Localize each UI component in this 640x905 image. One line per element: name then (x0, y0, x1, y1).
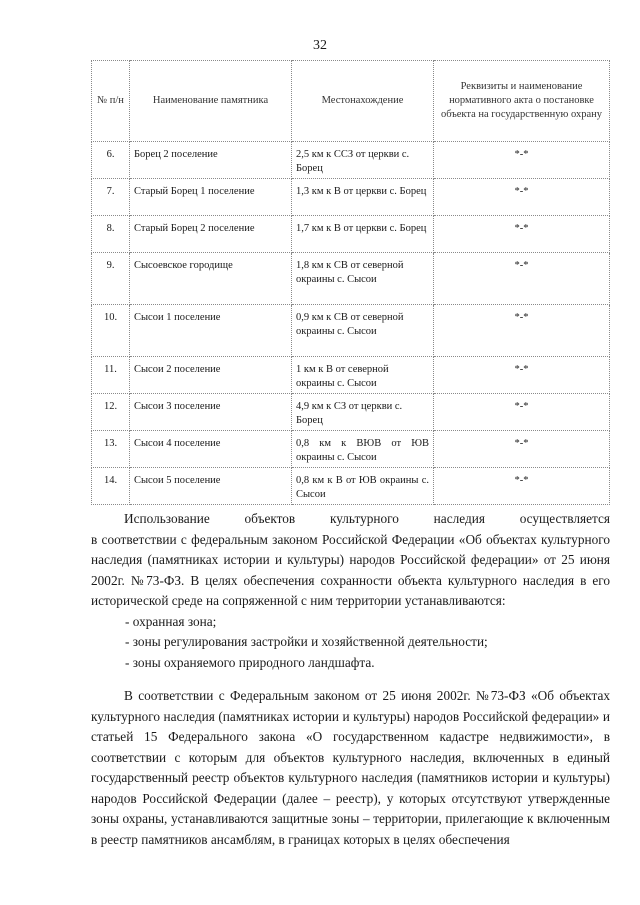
list-item: - зоны охраняемого природного ландшафта. (125, 654, 375, 670)
page-number: 32 (313, 38, 327, 53)
paragraph-heritage-use (91, 509, 610, 673)
table-row (92, 431, 610, 468)
row-location: 0,8 км к В от ЮВ окраины с. Сысои (292, 468, 434, 505)
row-requisites: *-* (434, 394, 610, 431)
header-monument-name: Наименование памятника (130, 61, 292, 142)
row-location: 1 км к В от северной окраины с. Сысои (292, 357, 434, 394)
row-name: Старый Борец 1 поселение (130, 179, 292, 216)
row-requisites: *-* (434, 142, 610, 179)
table-row (92, 253, 610, 305)
table-row (92, 305, 610, 357)
row-location: 1,3 км к В от церкви с. Борец (292, 179, 434, 216)
row-number: 14. (92, 468, 130, 505)
row-number: 12. (92, 394, 130, 431)
row-requisites: *-* (434, 216, 610, 253)
row-requisites: *-* (434, 468, 610, 505)
row-requisites: *-* (434, 179, 610, 216)
row-number: 7. (92, 179, 130, 216)
table-row (92, 468, 610, 505)
row-requisites: *-* (434, 253, 610, 305)
row-number: 6. (92, 142, 130, 179)
row-name: Сысои 5 поселение (130, 468, 292, 505)
header-number: № п/н (92, 61, 130, 142)
paragraph-continuation: в соответствии с федеральным законом Российской Федерации «Об объектах культурного наследия (памятниках истории и культуры) народов Российской федерации» от 25 июня 2002г. №73-ФЗ. В целях обеспечения сохранности объекта культурного наследия в его исторической среде на сопряженной с ним территории устанавливаются: (91, 531, 610, 608)
table-row (92, 394, 610, 431)
row-location: 1,8 км к СВ от северной окраины с. Сысои (292, 253, 434, 305)
row-location: 0,9 км к СВ от северной окраины с. Сысои (292, 305, 434, 357)
table-row (92, 179, 610, 216)
row-number: 8. (92, 216, 130, 253)
row-number: 11. (92, 357, 130, 394)
row-location: 0,8 км к ВЮВ от ЮВ окраины с. Сысои (292, 431, 434, 468)
paragraph-body: В соответствии с Федеральным законом от 25 июня 2002г. №73-ФЗ «Об объектах культурного наследия (памятниках истории и культуры) народов Российской федерации» и статьей 15 Федерального закона «О государственном кадастре недвижимости», в соответствии с которым для объектов культурного наследия, включенных в единый государственный реестр объектов культурного наследия (памятников истории и культуры) народов Российской Федерации (далее – реестр), у которых отсутствуют утвержденные зоны охраны, устанавливаются защитные зоны – территории, прилегающие к включенным в реестр памятников ансамблям, в границах которых в целях обеспечения (91, 688, 610, 847)
table-row (92, 142, 610, 179)
table-row (92, 216, 610, 253)
row-name: Сысоевское городище (130, 253, 292, 305)
row-name: Борец 2 поселение (130, 142, 292, 179)
header-location: Местонахождение (292, 61, 434, 142)
row-name: Старый Борец 2 поселение (130, 216, 292, 253)
row-number: 9. (92, 253, 130, 305)
row-name: Сысои 1 поселение (130, 305, 292, 357)
row-requisites: *-* (434, 305, 610, 357)
row-name: Сысои 4 поселение (130, 431, 292, 468)
monuments-table (91, 60, 610, 505)
row-name: Сысои 2 поселение (130, 357, 292, 394)
table-header-row (92, 61, 610, 142)
row-location: 1,7 км к В от церкви с. Борец (292, 216, 434, 253)
row-number: 13. (92, 431, 130, 468)
paragraph-protective-zones (91, 686, 610, 850)
row-requisites: *-* (434, 357, 610, 394)
list-item: - охранная зона; (125, 613, 217, 629)
row-name: Сысои 3 поселение (130, 394, 292, 431)
row-requisites: *-* (434, 431, 610, 468)
row-location: 4,9 км к СЗ от церкви с. Борец (292, 394, 434, 431)
paragraph-first-line: Использование объектов культурного наследия осуществляется (124, 511, 610, 526)
list-item: - зоны регулирования застройки и хозяйственной деятельности; (125, 634, 488, 649)
header-requisites: Реквизиты и наименование нормативного акта о постановке объекта на государственную охрану (434, 61, 610, 142)
table-row (92, 357, 610, 394)
row-number: 10. (92, 305, 130, 357)
row-location: 2,5 км к ССЗ от церкви с. Борец (292, 142, 434, 179)
